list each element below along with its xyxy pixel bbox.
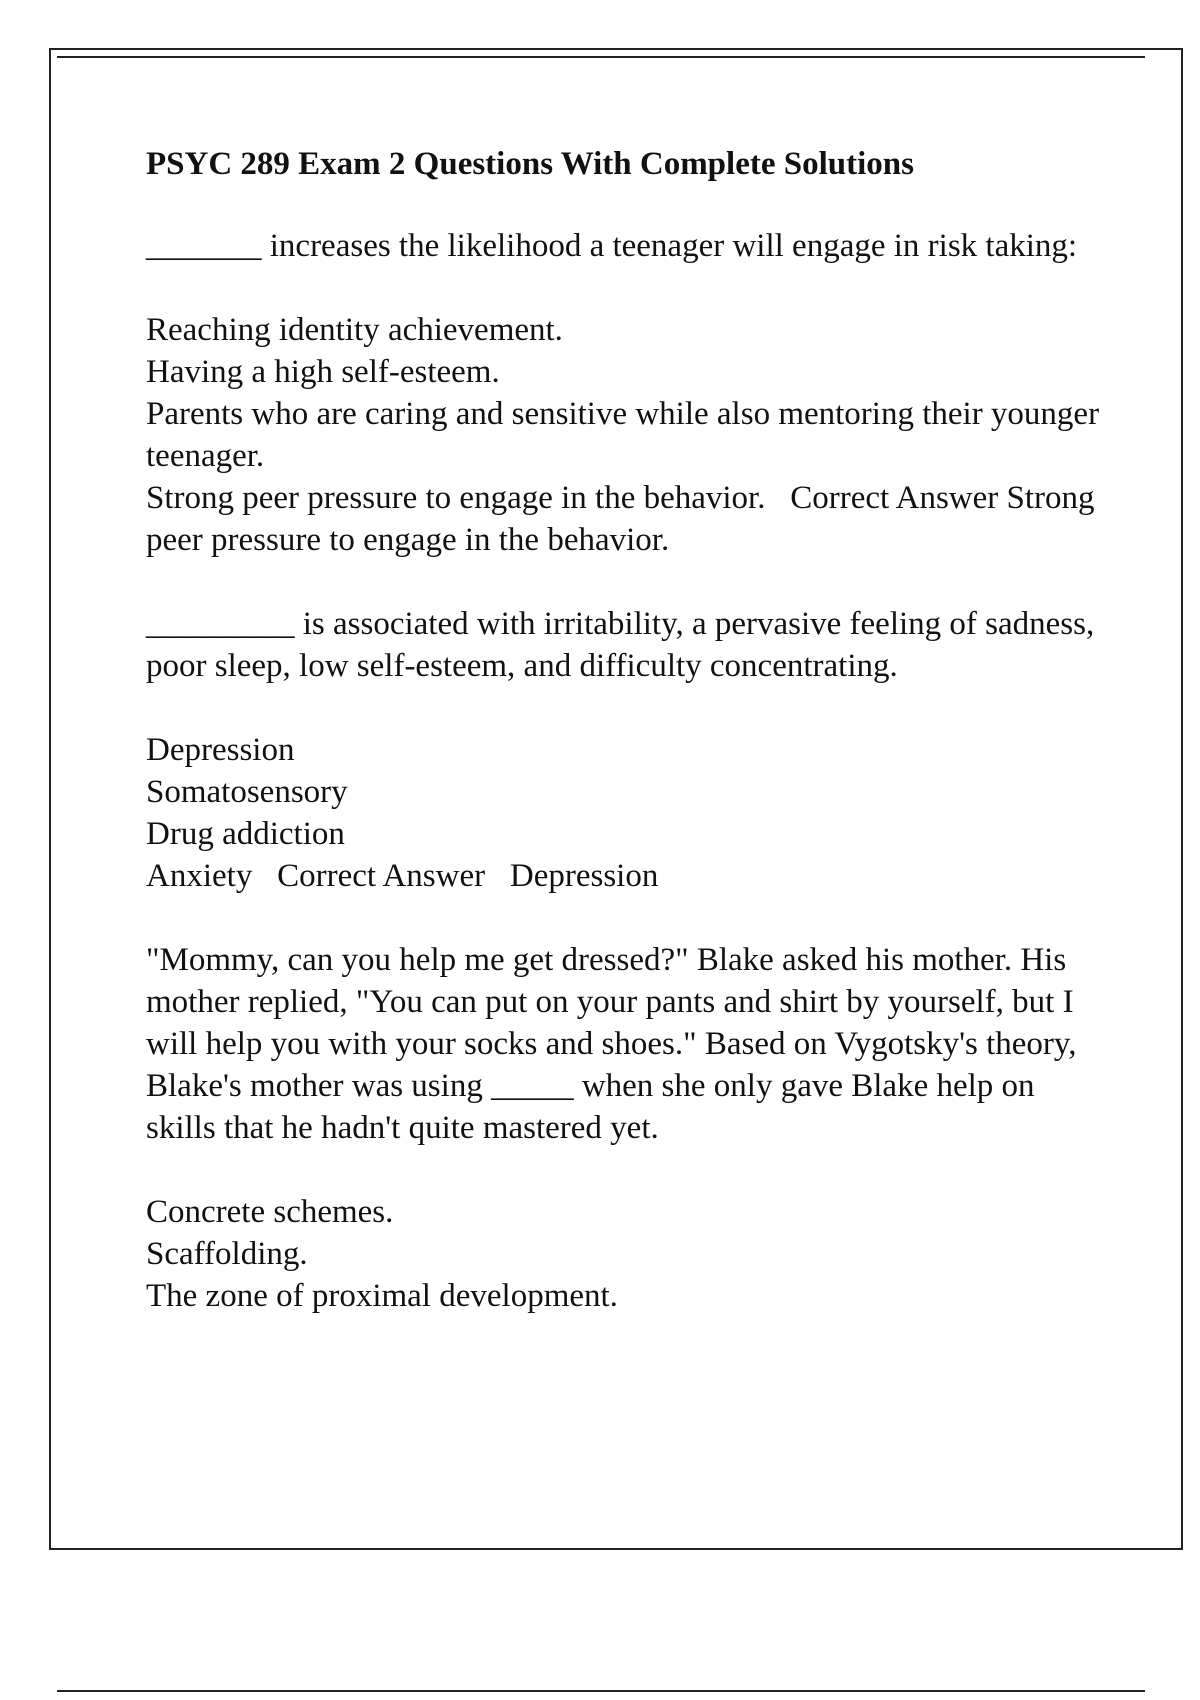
document-body (146, 143, 1106, 1359)
question-1-option-4: Strong peer pressure to engage in the behavior. (146, 480, 766, 516)
question-2-option-4: Anxiety (146, 858, 253, 894)
question-1-option-3: Parents who are caring and sensitive while also mentoring their younger teenager. (146, 396, 1100, 474)
question-1-option-2: Having a high self-esteem. (146, 354, 500, 390)
question-1-option-4-with-answer (146, 477, 1106, 561)
question-2-option-4-with-answer (146, 855, 1106, 897)
question-2-answer-label: Correct Answer (277, 858, 486, 894)
question-2-option-2: Somatosensory (146, 774, 348, 810)
question-2-option-1: Depression (146, 732, 295, 768)
question-2-prompt: _________ is associated with irritability, a pervasive feeling of sadness, poor sleep, low self-esteem, and difficulty concentrating. (146, 606, 1095, 684)
question-1-answer: Strong peer pressure to engage in the behavior. (146, 480, 1095, 558)
question-3-options (146, 1191, 1106, 1317)
question-3-option-2: Scaffolding. (146, 1236, 308, 1272)
question-3-option-1: Concrete schemes. (146, 1194, 394, 1230)
question-2-answer: Depression (509, 858, 659, 894)
question-3-option-3: The zone of proximal development. (146, 1278, 618, 1314)
question-1-prompt: _______ increases the likelihood a teenager will engage in risk taking: (146, 228, 1078, 264)
question-2-options (146, 729, 1106, 897)
document-title: PSYC 289 Exam 2 Questions With Complete Solutions (146, 146, 914, 182)
question-2-option-3: Drug addiction (146, 816, 345, 852)
question-3-prompt: "Mommy, can you help me get dressed?" Blake asked his mother. His mother replied, "You can put on your pants and shirt by yourself, but I will help you with your socks and shoes." Based on Vygotsky's theory, Blake's mother was using _____ when she only gave Blake help on skills that he hadn't quite mastered yet. (146, 942, 1077, 1146)
question-1-options (146, 309, 1106, 561)
footer-rule (57, 1690, 1145, 1692)
question-1-option-1: Reaching identity achievement. (146, 312, 563, 348)
question-1-answer-label: Correct Answer (790, 480, 999, 516)
header-rule (57, 56, 1145, 58)
